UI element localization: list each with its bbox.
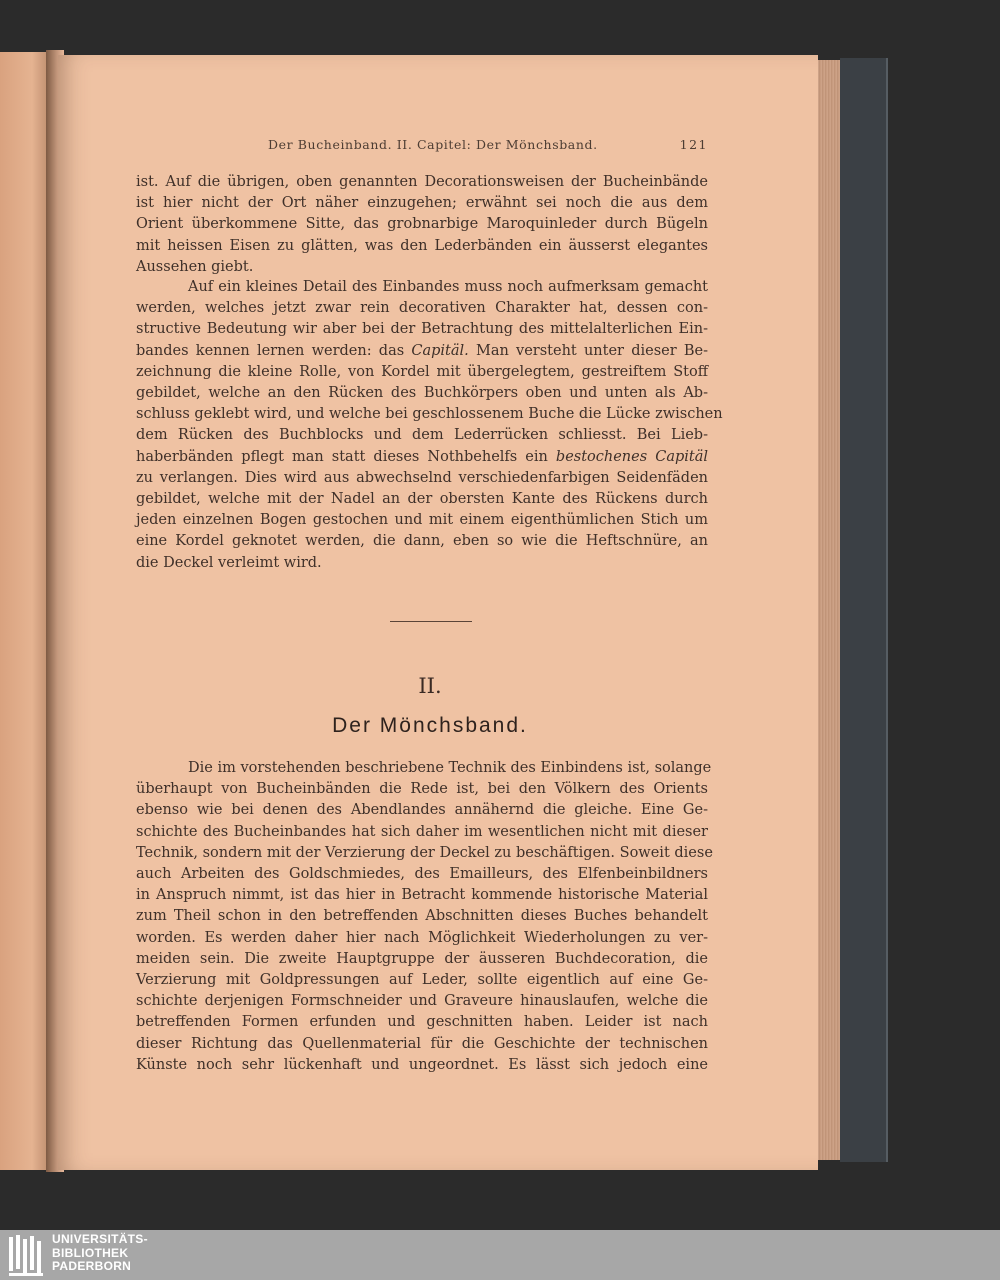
university-library-logo-icon	[7, 1233, 47, 1277]
text-line: gebildet, welche an den Rücken des Buchkörpers oben und unten als Ab-	[136, 385, 708, 402]
text-line: gebildet, welche mit der Nadel an der obersten Kante des Rückens durch	[136, 491, 708, 508]
page-number: 121	[679, 137, 708, 152]
text-segment: bandes kennen lernen werden: das	[136, 342, 412, 359]
text-line: werden, welches jetzt zwar rein decorativen Charakter hat, dessen con-	[136, 300, 708, 317]
running-header	[268, 137, 708, 157]
text-line: ebenso wie bei denen des Abendlandes annähernd die gleiche. Eine Ge-	[136, 802, 708, 819]
section-title: Der Mönchsband.	[332, 714, 528, 737]
text-line: Technik, sondern mit der Verzierung der Deckel zu beschäftigen. Soweit diese	[136, 844, 713, 861]
text-line: betreffenden Formen erfunden und geschnitten haben. Leider ist nach	[136, 1014, 708, 1031]
running-title: Der Bucheinband. II. Capitel: Der Mönchsband.	[268, 137, 598, 152]
text-line: schluss geklebt wird, und welche bei geschlossenem Buche die Lücke zwischen	[136, 406, 723, 423]
text-line: schichte derjenigen Formschneider und Graveure hinauslaufen, welche die	[136, 993, 708, 1010]
text-line: meiden sein. Die zweite Hauptgruppe der äusseren Buchdecoration, die	[136, 950, 708, 967]
text-line: schichte des Bucheinbandes hat sich daher im wesentlichen nicht mit dieser	[136, 823, 708, 840]
footer-bar	[0, 1230, 1000, 1280]
text-line: in Anspruch nimmt, ist das hier in Betracht kommende historische Material	[136, 887, 708, 904]
text-line: die Deckel verleimt wird.	[136, 554, 322, 571]
logo-line-1: UNIVERSITÄTS-	[52, 1232, 148, 1246]
text-line: überhaupt von Bucheinbänden die Rede ist, bei den Völkern des Orients	[136, 781, 708, 798]
text-line: Auf ein kleines Detail des Einbandes muss noch aufmerksam gemacht	[188, 279, 708, 295]
text-line: Die im vorstehenden beschriebene Technik des Einbindens ist, solange	[188, 760, 712, 776]
text-line: zum Theil schon in den betreffenden Abschnitten dieses Buches behandelt	[136, 908, 708, 925]
section-divider-rule	[390, 621, 472, 622]
text-line: auch Arbeiten des Goldschmiedes, des Emailleurs, des Elfenbeinbildners	[136, 866, 708, 883]
text-line: mit heissen Eisen zu glätten, was den Lederbänden ein äusserst elegantes	[136, 237, 708, 254]
text-line: dem Rücken des Buchblocks und dem Lederrücken schliesst. Bei Lieb-	[136, 427, 708, 444]
italic-term-bestochenes-capitaal: bestochenes Capitäl	[555, 448, 708, 465]
paragraph-3	[136, 758, 713, 1076]
text-line: Künste noch sehr lückenhaft und ungeordnet. Es lässt sich jedoch eine	[136, 1056, 708, 1073]
text-line: ist hier nicht der Ort näher einzugehen; erwähnt sei noch die aus dem	[136, 195, 708, 212]
logo-line-2: BIBLIOTHEK	[52, 1245, 129, 1260]
text-line: dieser Richtung das Quellenmaterial für die Geschichte der technischen	[136, 1035, 708, 1052]
logo-line-3: PADERBORN	[52, 1259, 132, 1273]
paragraph-2	[136, 277, 723, 574]
text-line: Verzierung mit Goldpressungen auf Leder, sollte eigentlich auf eine Ge-	[136, 972, 708, 989]
italic-term-capitaal: Capitäl.	[411, 342, 469, 359]
text-line: structive Bedeutung wir aber bei der Betrachtung des mittelalterlichen Ein-	[136, 321, 708, 338]
text-line: eine Kordel geknotet werden, die dann, eben so wie die Heftschnüre, an	[136, 533, 708, 550]
text-line: jeden einzelnen Bogen gestochen und mit einem eigenthümlichen Stich um	[136, 512, 708, 529]
text-line: zeichnung die kleine Rolle, von Kordel mit übergelegtem, gestreiftem Stoff	[136, 363, 708, 380]
text-line: Orient überkommene Sitte, das grobnarbige Maroquinleder durch Bügeln	[136, 216, 708, 233]
text-line-with-term	[136, 341, 708, 362]
text-segment: haberbänden pflegt man statt dieses Nothbehelfs ein	[136, 448, 556, 465]
library-logo-text	[52, 1233, 148, 1274]
text-segment: Man versteht unter dieser Be-	[468, 342, 708, 359]
text-line: ist. Auf die übrigen, oben genannten Decorationsweisen der Bucheinbände	[136, 174, 708, 190]
text-line-with-term	[136, 447, 708, 468]
cover-board	[840, 58, 888, 1162]
text-line: worden. Es werden daher hier nach Möglichkeit Wiederholungen zu ver-	[136, 929, 708, 946]
paragraph-1	[136, 172, 708, 278]
section-numeral: II.	[418, 674, 442, 698]
text-line: Aussehen giebt.	[136, 258, 254, 275]
text-line: zu verlangen. Dies wird aus abwechselnd verschiedenfarbigen Seidenfäden	[136, 469, 708, 486]
